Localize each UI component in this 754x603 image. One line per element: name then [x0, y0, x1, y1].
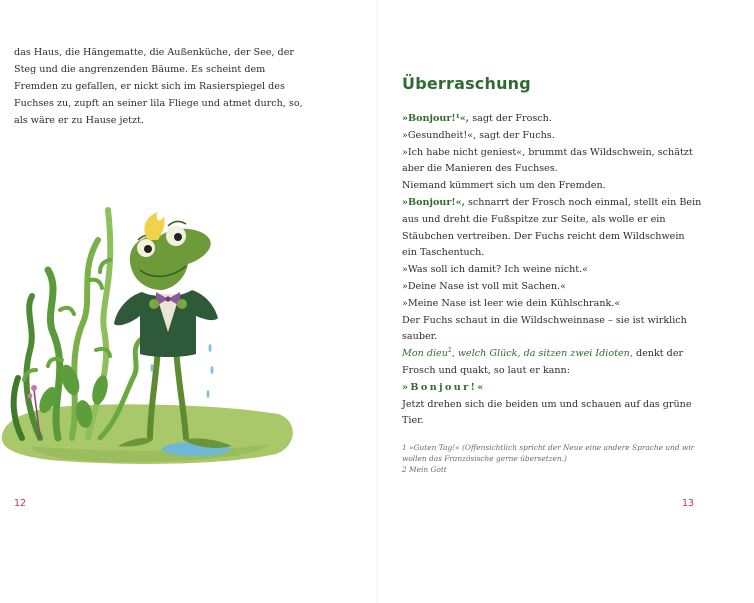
line-5: »Bonjour!«, schnarrt der Frosch noch einmal, stellt ein Bein aus und dreht die Fußspitze zur Seite, als wolle er ein Stäubchen vertreiben. Der Fuchs reicht dem Wildschwein ein Taschentuch.: [402, 196, 702, 259]
footnote-1: 1 »Guten Tag!« (Offensichtlich spricht der Neue eine andere Sprache und wir wollen das Französische gerne übersetzen.): [402, 443, 695, 463]
story-text: [402, 111, 702, 430]
speech-bonjour-2: »Bonjour!«,: [402, 196, 465, 208]
line-12: Jetzt drehen sich die beiden um und schauen auf das grüne Tier.: [402, 398, 692, 427]
line-6: »Was soll ich damit? Ich weine nicht.«: [402, 264, 589, 276]
footnotes: [402, 442, 702, 475]
footnote-2: 2 Mein Gott: [402, 465, 447, 474]
french-phrase-a: Mon dieu: [402, 348, 448, 360]
line-3: »Ich habe nicht geniest«, brummt das Wildschwein, schätzt aber die Manieren des Fuchses.: [402, 146, 693, 175]
footnote-ref-2: 2: [447, 346, 452, 354]
speech-bonjour-3: »Bonjour!«: [402, 381, 486, 393]
line-9: Der Fuchs schaut in die Wildschweinnase – sie ist wirklich sauber.: [402, 314, 687, 343]
line-1: »Bonjour!¹«, sagt der Frosch.: [402, 113, 552, 124]
intro-paragraph: [14, 44, 304, 129]
line-11: [402, 380, 702, 397]
line-2: »Gesundheit!«, sagt der Fuchs.: [402, 129, 555, 141]
line-7: »Deine Nase ist voll mit Sachen.«: [402, 280, 566, 292]
right-page: [377, 0, 754, 603]
frog-illustration: [0, 200, 300, 470]
page-number-left: 12: [14, 498, 27, 509]
speech-bonjour-1: »Bonjour!¹«,: [402, 113, 470, 124]
line-4: Niemand kümmert sich um den Fremden.: [402, 180, 606, 192]
chapter-title: Überraschung: [402, 74, 531, 93]
page-number-right: 13: [682, 498, 695, 509]
line-8: »Meine Nase ist leer wie dein Kühlschrank.«: [402, 297, 621, 309]
french-phrase-b: , welch Glück, da sitzen zwei Idioten,: [451, 348, 633, 360]
line-10: Mon dieu$^2$, welch Glück, da sitzen zwei Idioten, denkt der Frosch und quakt, so laut er kann:: [402, 346, 684, 376]
intro-text: das Haus, die Hängematte, die Außenküche, der See, der Steg und die angrenzenden Bäume. Es scheint dem Fremden zu gefallen, er nickt sich im Rasierspiegel des Fuchses zu, zupft an seiner lila Fliege und atmet durch, so, als wäre er zu Hause jetzt.: [14, 47, 303, 126]
